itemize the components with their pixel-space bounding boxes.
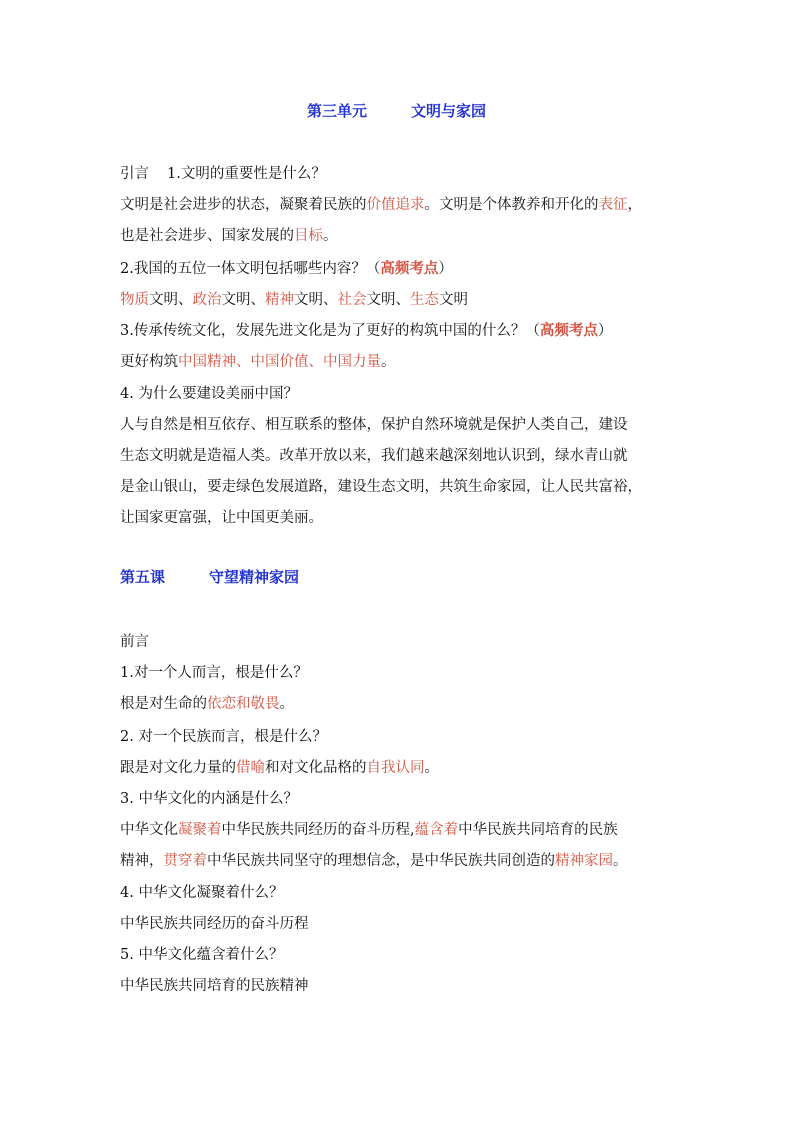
intro-question-1: 引言 1.文明的重要性是什么？ <box>120 166 326 182</box>
intro-answer-4-line-1: 人与自然是相互依存、相互联系的整体，保护自然环境就是保护人类自己，建设 <box>120 417 628 433</box>
highlighted-term: 精神家园 <box>555 853 613 869</box>
text-segment: 。 <box>381 354 396 370</box>
unit-name: 文明与家园 <box>411 102 487 120</box>
preface-answer-1 <box>120 694 680 714</box>
text-segment: ， <box>627 197 642 213</box>
text-segment: 中华文化 <box>120 822 178 838</box>
text-segment: 跟是对文化力量的 <box>120 760 236 776</box>
text-segment: 。 <box>424 760 439 776</box>
highlighted-term: 凝聚着 <box>178 822 222 838</box>
preface-answer-5: 中华民族共同培育的民族精神 <box>120 978 309 994</box>
intro-question-4: 4. 为什么要建设美丽中国？ <box>120 386 298 402</box>
intro-answer-1-line-2 <box>120 226 680 246</box>
highlighted-term: 自我认同 <box>366 760 425 776</box>
preface-question-3: 3. 中华文化的内涵是什么？ <box>120 791 298 807</box>
highlighted-term: 依恋和敬畏 <box>207 696 280 712</box>
highlighted-term: 生态 <box>410 292 439 308</box>
highlighted-term: 借喻 <box>236 760 265 776</box>
text-segment: 。 <box>323 228 338 244</box>
text-segment: 文明、 <box>294 292 338 308</box>
text-segment: 文明是社会进步的状态，凝聚着民族的 <box>120 197 367 213</box>
highlighted-term: 目标 <box>294 228 323 244</box>
unit-number: 第三单元 <box>306 102 367 120</box>
preface-answer-2 <box>120 758 680 778</box>
lesson-number: 第五课 <box>120 568 166 586</box>
unit-title <box>0 100 793 121</box>
preface-label: 前言 <box>120 634 149 650</box>
highlighted-term: 政治 <box>192 292 222 308</box>
highlighted-term: 精神 <box>265 292 294 308</box>
preface-answer-3-line-1 <box>120 820 680 840</box>
intro-answer-3 <box>120 352 680 372</box>
text-segment: 更好构筑 <box>120 354 178 370</box>
preface-question-1: 1.对一个人而言，根是什么？ <box>120 665 308 681</box>
highlighted-term: 物质 <box>120 292 149 308</box>
text-segment: 根是对生命的 <box>120 696 207 712</box>
text-segment: 精神， <box>120 853 164 869</box>
intro-answer-1-line-1 <box>120 195 680 215</box>
high-frequency-tag: 高频考点 <box>539 323 598 339</box>
text-segment: 中华民族共同坚守的理想信念，是中华民族共同创造的 <box>207 853 555 869</box>
intro-label: 引言 <box>120 166 149 182</box>
highlighted-term: 社会 <box>337 292 367 308</box>
text-segment: 和对文化品格的 <box>265 760 367 776</box>
intro-answer-4-line-3: 是金山银山，要走绿色发展道路，建设生态文明，共筑生命家园，让人民共富裕， <box>120 479 642 495</box>
preface-question-2: 2. 对一个民族而言，根是什么？ <box>120 729 327 745</box>
highlighted-term: 中国精神、中国价值、中国力量 <box>178 354 381 370</box>
highlighted-term: 价值追求 <box>366 197 425 213</box>
text-segment: 文明、 <box>366 292 410 308</box>
highlighted-term: 蕴含着 <box>414 822 459 838</box>
high-frequency-tag: 高频考点 <box>380 261 439 277</box>
text-segment: 。 <box>613 853 628 869</box>
preface-answer-4: 中华民族共同经历的奋斗历程 <box>120 916 309 932</box>
text-segment: 中华民族共同培育的民族 <box>458 822 618 838</box>
lesson-name: 守望精神家园 <box>209 568 300 586</box>
intro-answer-4-line-4: 让国家更富强，让中国更美丽。 <box>120 510 323 526</box>
text-segment: 。文明是个体教养和开化的 <box>424 197 599 213</box>
preface-answer-3-line-2 <box>120 851 680 871</box>
lesson-title <box>120 566 299 587</box>
text-segment: 也是社会进步、国家发展的 <box>120 228 294 244</box>
text-segment: 文明、 <box>221 292 265 308</box>
text-segment: 中华民族共同经历的奋斗历程, <box>221 822 415 838</box>
preface-question-5: 5. 中华文化蕴含着什么？ <box>120 947 284 963</box>
text-segment: 文明 <box>439 292 468 308</box>
intro-answer-4-line-2: 生态文明就是造福人类。改革开放以来，我们越来越深刻地认识到，绿水青山就 <box>120 448 628 464</box>
text-segment: 。 <box>279 696 294 712</box>
intro-question-3: 3.传承传统文化，发展先进文化是为了更好的构筑中国的什么？（高频考点） <box>120 323 613 339</box>
highlighted-term: 贯穿着 <box>163 853 207 869</box>
highlighted-term: 表征 <box>598 197 628 213</box>
intro-question-2: 2.我国的五位一体文明包括哪些内容？（高频考点） <box>120 261 453 277</box>
text-segment: 文明、 <box>149 292 193 308</box>
preface-question-4: 4. 中华文化凝聚着什么？ <box>120 885 284 901</box>
intro-answer-2 <box>120 290 680 310</box>
